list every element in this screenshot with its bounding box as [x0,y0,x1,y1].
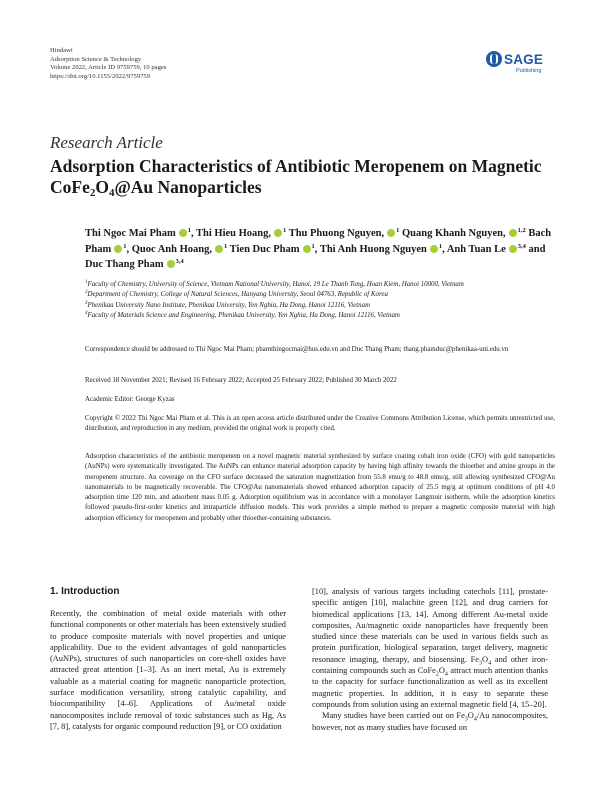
author-name: Bach Pham [85,228,552,255]
affiliation-number: 4 [85,310,88,316]
author-affiliation-marker: 1 [123,242,127,250]
author-affiliation-marker: 3,4 [175,258,184,265]
paragraph: Recently, the combination of metal oxide materials with other functional components or other materials has been extensively studied to produce composite materials with novel properties and unique applicability. Due to the evident advantages of gold nanoparticles (AuNPs), structures of such nanoparticles on core-shell oxides have attracted great attention [1–3]. As an inert metal, Au is extremely valuable as a material coating for magnetic nanoparticle protection, surface modification versatility, strong catalytic capability, and biocompatibility [4–6]. Applications of Au/metal oxide nanocomposites include removal of toxic substances such as Hg, As [7, 8], catalysts for organic compound reduction [9], or CO oxidation [50,609,286,731]
orcid-icon[interactable] [509,229,517,237]
author-affiliation-marker: 1 [223,242,228,250]
author-affiliation-marker: 3,4 [517,242,526,250]
orcid-icon[interactable] [387,229,395,237]
orcid-icon[interactable] [303,245,311,253]
article-type: Research Article [50,133,163,152]
author-separator: , [442,243,447,255]
orcid-icon[interactable] [430,245,438,253]
author-name: Thu Phuong Nguyen, [288,228,385,239]
author-name: Thi Ngoc Mai Pham [85,228,176,239]
author-affiliation-marker: 1 [396,227,400,234]
author-affiliation-marker: 1 [283,227,287,234]
publication-dates: Received 18 November 2021; Revised 16 February 2022; Accepted 25 February 2022; Published 30 March 2022 [85,377,397,384]
affiliation-number: 1 [85,280,88,285]
affiliation [85,311,555,321]
correspondence: Correspondence should be addressed to Thi Ngoc Mai Pham; phamthingocmai@hus.edu.vn and Duc Thang Pham; thang.phamduc@phenikaa-uni.edu.vn [85,346,509,353]
volume-info: Volume 2022, Article ID 9759759, 10 pages [50,64,167,72]
author-affiliation-marker: 1 [311,242,315,250]
author-affiliation-marker: 1 [438,242,443,250]
publisher-name: Hindawi [50,47,73,54]
sage-logo-subtext: Publishing [516,68,542,74]
left-column [50,586,286,732]
author-name: Duc Thang Pham [85,259,164,270]
affiliation-text: Faculty of Chemistry, University of Science, Vietnam National University, Hanoi, 19 Le Thanh Tong, Hoan Kiem, Hanoi 10000, Vietnam [87,281,464,288]
sage-logo [486,51,556,81]
sage-logo-icon [486,51,502,67]
doi-link[interactable]: https://doi.org/10.1155/2022/9759759 [50,72,151,80]
author-separator: , [314,243,320,255]
section-heading: 1. Introduction [50,586,120,597]
affiliation-list [85,280,555,321]
paragraph: Many studies have been carried out on $Fe_3O_4/Au$ nanocomposites, however, not as many studies have focused on [312,711,549,732]
author-name: Thi Anh Huong Nguyen [319,243,427,255]
author-affiliation-marker: 1,2 [517,227,526,234]
orcid-icon[interactable] [215,245,223,253]
orcid-icon[interactable] [114,245,122,253]
journal-name: Adsorption Science & Technology [50,55,142,63]
paragraph: [10], analysis of various targets including catechols [11], prostate-specific antigen [10], malachite green [12], and drug carriers for biomedical applications [13, 14]. Among different Au-metal oxide composites, Au/magnetic oxide nanoparticles have frequently been studied since these materials can be used in various fields such as protein purification, biological separation, target delivery, magnetic resonance imaging, therapy, and biosensing. $Fe_3O_4$ and other iron-containing compounds such as $CoFe_2O_4$ attract much attention thanks to the capacity for surface functionalization as well as its excellent magnetic properties. In addition, it is easy to separate these compounds from solution using an external magnetic field [4, 15–20]. [312,587,549,709]
author-name: Quang Khanh Nguyen, [402,228,506,239]
right-column [312,586,548,733]
author-separator: , [190,228,197,239]
affiliation-text: Phenikaa University Nano Institute, Phenikaa University, Yen Nghia, Ha Dong, Hanoi 12116, Vietnam [87,301,371,309]
author-name: Quoc Anh Hoang, [131,243,212,255]
author-name: Tien Duc Pham [229,243,300,255]
affiliation [85,280,555,290]
affiliation-number: 3 [85,300,88,306]
author-separator: and [525,243,546,255]
academic-editor: Academic Editor: George Kyzas [85,396,175,403]
author-list [85,226,563,273]
author-name: Thi Hieu Hoang, [196,228,272,239]
author-separator: , [126,243,132,255]
author-affiliation-marker: 1 [187,227,191,234]
affiliation-text: Department of Chemistry, College of Natural Sciences, Hanyang University, Seoul 04763, Republic of Korea [87,291,388,299]
sage-logo-text: SAGE [504,52,544,67]
affiliation-text: Faculty of Materials Science and Engineering, Phenikaa University, Yen Nghia, Ha Dong, Hanoi 12116, Vietnam [87,311,400,319]
orcid-icon[interactable] [509,245,517,253]
abstract: Adsorption characteristics of the antibiotic meropenem on a novel magnetic material synthesized by surface coating cobalt iron oxide (CFO) with gold nanoparticles (AuNPs) were systematically investigated. The AuNPs can enhance material adsorption capacity by having high affinity towards the thioether and amine groups in the meropenem structure. Au coverage on the CFO surface decreased the saturation magnetization from 55.8 emu/g to 48.8 emu/g, still allowing synthesized CFO@Au nanomaterials to be magnetically recoverable. The CFO@Au nanomaterials showed enhanced adsorption capacity of 25.5 mg/g at optimum conditions of pH 4.0 adsorption time 120 min, and adsorbent mass 0.05 g. Adsorption equilibrium was in accordance with a monolayer Langmuir isotherm, while the adsorption kinetics followed pseudo-first-order kinetics and intraparticle diffusion models. This work provides a simple method to prepare a magnetic composite material with high adsorption efficiency for meropenem and probably other thioether-containing substances. [85,453,555,522]
journal-header [50,47,166,81]
orcid-icon[interactable] [167,260,175,268]
affiliation-number: 2 [85,290,88,296]
orcid-icon[interactable] [274,229,282,237]
orcid-icon[interactable] [179,229,187,237]
affiliation [85,290,555,300]
affiliation [85,301,555,311]
copyright-notice: Copyright © 2022 Thi Ngoc Mai Pham et al. This is an open access article distributed under the Creative Commons Attribution License, which permits unrestricted use, distribution, and reproduction in any medium, provided the original work is properly cited. [85,415,555,433]
author-name: Anh Tuan Le [446,243,506,255]
article-title: Adsorption Characteristics of Antibiotic Meropenem on Magnetic $CoFe_2O_4@Au$ Nanoparticles [50,156,542,199]
